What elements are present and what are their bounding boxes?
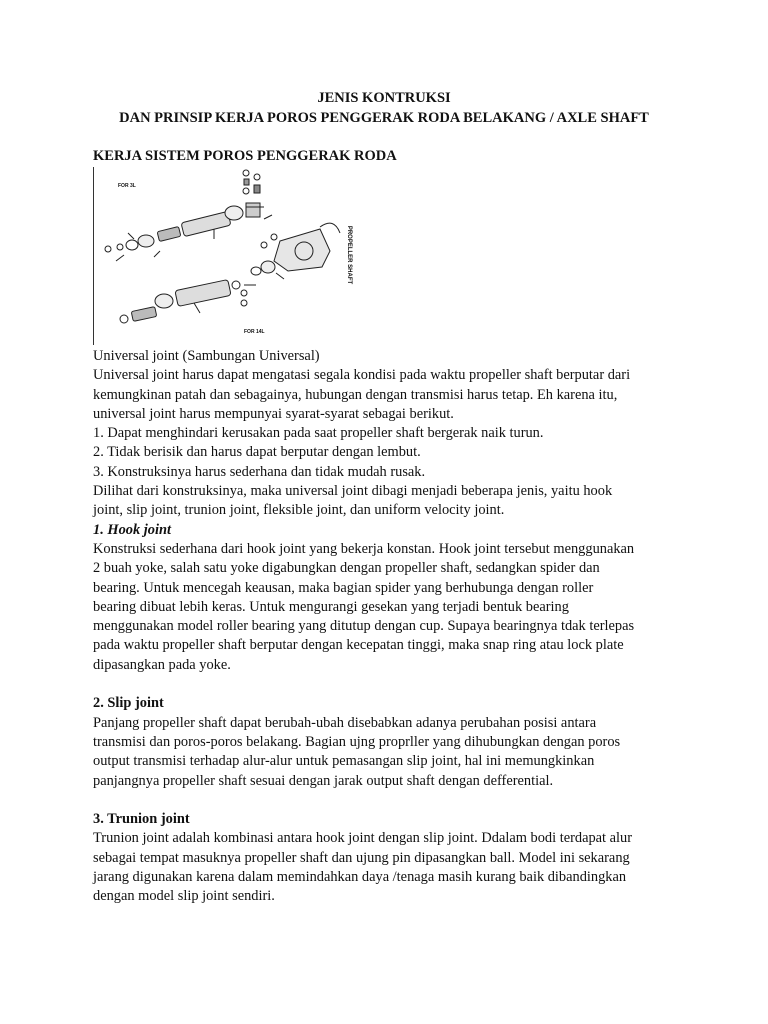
- propeller-shaft-diagram: [93, 167, 352, 345]
- trunion-line: sebagai tempat masuknya propeller shaft dan ujung pin dipasangkan ball. Model ini sekarang: [93, 849, 630, 866]
- hook-line: Konstruksi sederhana dari hook joint yang bekerja konstan. Hook joint tersebut menggunakan: [93, 540, 635, 557]
- ujoint-line: 3. Konstruksinya harus sederhana dan tidak mudah rusak.: [93, 463, 426, 480]
- trunion-joint-heading: 3. Trunion joint: [93, 811, 190, 828]
- document-title: JENIS KONTRUKSI: [317, 90, 451, 106]
- slip-line: transmisi dan poros-poros belakang. Bagian ujng proprller yang dihubungkan dengan poros: [93, 733, 621, 750]
- slip-line: panjangnya propeller shaft sesuai dengan jarak output shaft dengan defferential.: [93, 772, 554, 789]
- figure-label-bottom: FOR 14L: [244, 329, 265, 335]
- ujoint-line: Dilihat dari konstruksinya, maka universal joint dibagi menjadi beberapa jenis, yaitu hook: [93, 483, 613, 500]
- ujoint-line: kemungkinan patah dan sebagainya, hubungan dengan transmisi harus tetap. Eh karena itu,: [93, 386, 618, 403]
- paragraph-gap: [93, 791, 693, 810]
- hook-line: pada waktu propeller shaft berputar dengan kecepatan tinggi, maka snap ring atau lock plate: [93, 637, 624, 654]
- body-text: [93, 347, 693, 907]
- ujoint-line: Universal joint harus dapat mengatasi segala kondisi pada waktu propeller shaft berputar dari: [93, 367, 631, 384]
- trunion-line: dengan model slip joint sendiri.: [93, 888, 275, 905]
- hook-line: menggunakan model roller bearing yang ditutup dengan cup. Supaya bearingnya tdak terlepas: [93, 618, 635, 635]
- figure-side-label: PROPELLER SHAFT: [346, 225, 352, 285]
- section-heading: KERJA SISTEM POROS PENGGERAK RODA: [93, 148, 397, 164]
- slip-line: output transmisi terhadap alur-alur untuk pemasangan slip joint, hal ini memungkinkan: [93, 753, 595, 770]
- hook-line: 2 buah yoke, salah satu yoke digabungkan dengan propeller shaft, sedangkan spider dan: [93, 560, 600, 577]
- ujoint-line: 2. Tidak berisik dan harus dapat berputar dengan lembut.: [93, 444, 421, 461]
- paragraph-gap: [93, 675, 693, 694]
- ujoint-line: universal joint harus mempunyai syarat-syarat sebagai berikut.: [93, 405, 454, 422]
- ujoint-title: Universal joint (Sambungan Universal): [93, 348, 320, 364]
- document-subtitle: DAN PRINSIP KERJA POROS PENGGERAK RODA BELAKANG / AXLE SHAFT: [119, 110, 649, 126]
- hook-line: dipasangkan pada yoke.: [93, 656, 231, 673]
- slip-line: Panjang propeller shaft dapat berubah-ubah disebabkan adanya perubahan posisi antara: [93, 714, 597, 731]
- trunion-line: Trunion joint adalah kombinasi antara hook joint dengan slip joint. Ddalam bodi terdapat alur: [93, 830, 633, 847]
- hook-joint-heading: 1. Hook joint: [93, 521, 171, 538]
- hook-line: bearing dibuat lebih keras. Untuk mengurangi gesekan yang terjadi bentuk bearing: [93, 598, 569, 615]
- ujoint-line: 1. Dapat menghindari kerusakan pada saat propeller shaft bergerak naik turun.: [93, 425, 544, 442]
- slip-joint-heading: 2. Slip joint: [93, 695, 164, 712]
- ujoint-line: joint, slip joint, trunion joint, fleksible joint, dan uniform velocity joint.: [93, 502, 505, 519]
- hook-line: bearing. Untuk mencegah keausan, maka bagian spider yang berhubunga dengan roller: [93, 579, 594, 596]
- trunion-line: jarang digunakan karena dalam memindahkan daya /tenaga masih kurang baik dibandingkan: [93, 869, 627, 886]
- exploded-view-drawing: [94, 167, 352, 345]
- figure-label-top: FOR 3L: [118, 183, 136, 189]
